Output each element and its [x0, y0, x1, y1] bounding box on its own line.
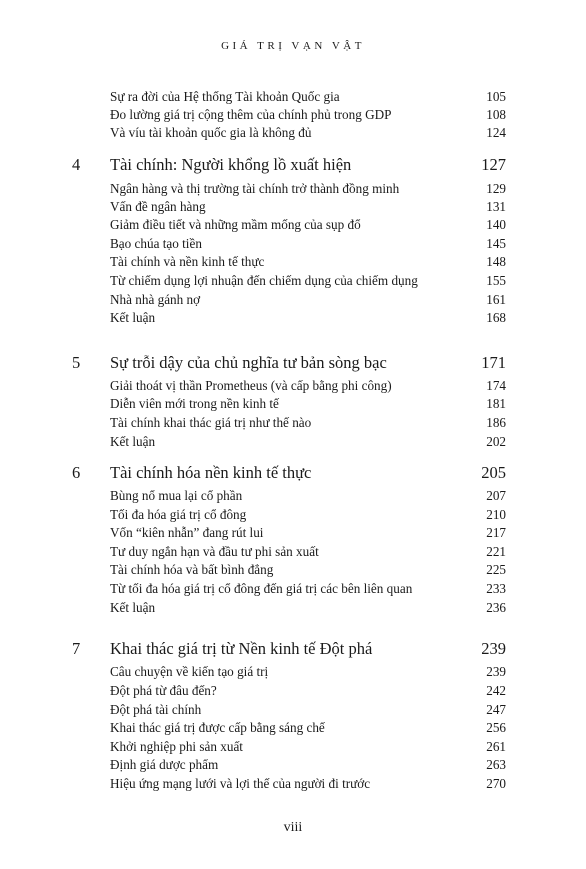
toc-entry-title: Tài chính hóa và bất bình đẳng: [110, 562, 274, 577]
toc-entry-page: 108: [486, 107, 506, 122]
toc-entry[interactable]: [110, 663, 506, 681]
toc-entry[interactable]: [110, 216, 506, 234]
chapter-title: Tài chính: Người khổng lồ xuất hiện: [110, 155, 352, 174]
toc-entry-page: 181: [486, 396, 506, 411]
toc-entry-page: 221: [486, 544, 506, 559]
toc-entry[interactable]: [110, 180, 506, 198]
toc-entry-title: Tối đa hóa giá trị cổ đông: [110, 507, 247, 522]
toc-entry-title: Nhà nhà gánh nợ: [110, 292, 201, 307]
toc-entry-page: 210: [486, 507, 506, 522]
toc-entry-title: Bùng nổ mua lại cổ phần: [110, 488, 243, 503]
toc-entry-title: Từ chiếm dụng lợi nhuận đến chiếm dụng của chiếm dụng: [110, 273, 418, 288]
toc-entry[interactable]: [110, 701, 506, 719]
toc-entry[interactable]: [110, 88, 506, 106]
toc-entry[interactable]: [110, 377, 506, 395]
running-header: GIÁ TRỊ VẠN VẬT: [221, 40, 365, 52]
chapter-heading-6[interactable]: [0, 462, 586, 484]
chapter-number: 6: [72, 463, 81, 482]
toc-entry[interactable]: [110, 272, 506, 290]
toc-entry[interactable]: [110, 291, 506, 309]
toc-entry[interactable]: [110, 198, 506, 216]
toc-entry-title: Vốn “kiên nhẫn” đang rút lui: [110, 525, 264, 540]
toc-entry-page: 145: [486, 236, 506, 251]
toc-entry-title: Ngân hàng và thị trường tài chính trở thành đồng minh: [110, 181, 400, 196]
toc-entry[interactable]: [110, 433, 506, 451]
toc-entry-page: 148: [486, 254, 506, 269]
toc-entry-page: 202: [486, 434, 506, 449]
toc-entry-title: Hiệu ứng mạng lưới và lợi thế của người đi trước: [110, 776, 371, 791]
toc-entry-page: 236: [486, 600, 506, 615]
toc-entry-title: Định giá dược phẩm: [110, 757, 219, 772]
toc-entry-page: 124: [486, 125, 506, 140]
toc-entry-page: 155: [486, 273, 506, 288]
toc-entry-title: Đo lường giá trị cộng thêm của chính phủ trong GDP: [110, 107, 392, 122]
toc-entry-title: Sự ra đời của Hệ thống Tài khoản Quốc gia: [110, 89, 340, 104]
toc-entry-title: Đột phá từ đâu đến?: [110, 683, 217, 698]
toc-entry-page: 140: [486, 217, 506, 232]
toc-entry-title: Bạo chúa tạo tiền: [110, 236, 202, 251]
chapter-page: 127: [481, 155, 506, 174]
toc-entry-page: 247: [486, 702, 506, 717]
toc-entry-page: 263: [486, 757, 506, 772]
toc-entry-page: 105: [486, 89, 506, 104]
toc-entry-title: Tài chính và nền kinh tế thực: [110, 254, 265, 269]
chapter-title: Khai thác giá trị từ Nền kinh tế Đột phá: [110, 639, 373, 658]
toc-entry-title: Và víu tài khoản quốc gia là không đủ: [110, 125, 312, 140]
chapter-title: Tài chính hóa nền kinh tế thực: [110, 463, 312, 482]
toc-entry-title: Kết luận: [110, 434, 156, 449]
toc-entry-title: Tư duy ngắn hạn và đầu tư phi sản xuất: [110, 544, 319, 559]
toc-entry[interactable]: [110, 719, 506, 737]
toc-entry[interactable]: [110, 580, 506, 598]
toc-entry[interactable]: [110, 599, 506, 617]
toc-entry-title: Kết luận: [110, 310, 156, 325]
toc-entry-page: 261: [486, 739, 506, 754]
toc-entry[interactable]: [110, 561, 506, 579]
toc-entry-title: Đột phá tài chính: [110, 702, 202, 717]
chapter-heading-5[interactable]: [0, 352, 586, 374]
chapter-number: 5: [72, 353, 81, 372]
toc-entry-title: Từ tối đa hóa giá trị cổ đông đến giá trị các bên liên quan: [110, 581, 413, 596]
toc-entry-title: Giải thoát vị thần Prometheus (và cấp bằng phi công): [110, 378, 392, 393]
chapter-page: 239: [481, 639, 506, 658]
chapter-page: 171: [481, 353, 506, 372]
toc-entry-page: 239: [486, 664, 506, 679]
chapter-page: 205: [481, 463, 506, 482]
toc-entry[interactable]: [110, 106, 506, 124]
toc-entry[interactable]: [110, 124, 506, 142]
toc-entry-page: 233: [486, 581, 506, 596]
toc-entry-page: 270: [486, 776, 506, 791]
toc-entry[interactable]: [110, 506, 506, 524]
toc-entry-page: 225: [486, 562, 506, 577]
toc-entry-title: Câu chuyện về kiến tạo giá trị: [110, 664, 269, 679]
toc-entry-title: Giảm điều tiết và những mầm mống của sụp đổ: [110, 217, 361, 232]
toc-entry-title: Tài chính khai thác giá trị như thế nào: [110, 415, 312, 430]
toc-entry[interactable]: [110, 414, 506, 432]
toc-entry-page: 131: [486, 199, 506, 214]
chapter-number: 7: [72, 639, 81, 658]
toc-entry[interactable]: [110, 524, 506, 542]
toc-entry-title: Diễn viên mới trong nền kinh tế: [110, 396, 279, 411]
chapter-heading-7[interactable]: [0, 638, 586, 660]
toc-entry-page: 242: [486, 683, 506, 698]
toc-entry-title: Khởi nghiệp phi sản xuất: [110, 739, 243, 754]
toc-entry[interactable]: [110, 309, 506, 327]
toc-entry[interactable]: [110, 487, 506, 505]
toc-entry[interactable]: [110, 235, 506, 253]
toc-entry-page: 168: [486, 310, 506, 325]
toc-entry-page: 174: [486, 378, 506, 393]
toc-entry[interactable]: [110, 253, 506, 271]
chapter-number: 4: [72, 155, 81, 174]
toc-entry-page: 207: [486, 488, 506, 503]
toc-entry[interactable]: [110, 682, 506, 700]
toc-entry[interactable]: [110, 775, 506, 793]
toc-entry[interactable]: [110, 543, 506, 561]
toc-entry-page: 186: [486, 415, 506, 430]
toc-entry-page: 256: [486, 720, 506, 735]
toc-entry-page: 161: [486, 292, 506, 307]
toc-entry-title: Vấn đề ngân hàng: [110, 199, 206, 214]
toc-entry-page: 129: [486, 181, 506, 196]
page-number: viii: [283, 820, 303, 835]
toc-entry[interactable]: [110, 395, 506, 413]
toc-entry-title: Khai thác giá trị được cấp bằng sáng chế: [110, 720, 325, 735]
chapter-title: Sự trỗi dậy của chủ nghĩa tư bản sòng bạc: [110, 353, 387, 372]
toc-entry[interactable]: [110, 738, 506, 756]
chapter-heading-4[interactable]: [0, 154, 586, 176]
toc-entry[interactable]: [110, 756, 506, 774]
toc-entry-page: 217: [486, 525, 506, 540]
toc-entry-title: Kết luận: [110, 600, 156, 615]
